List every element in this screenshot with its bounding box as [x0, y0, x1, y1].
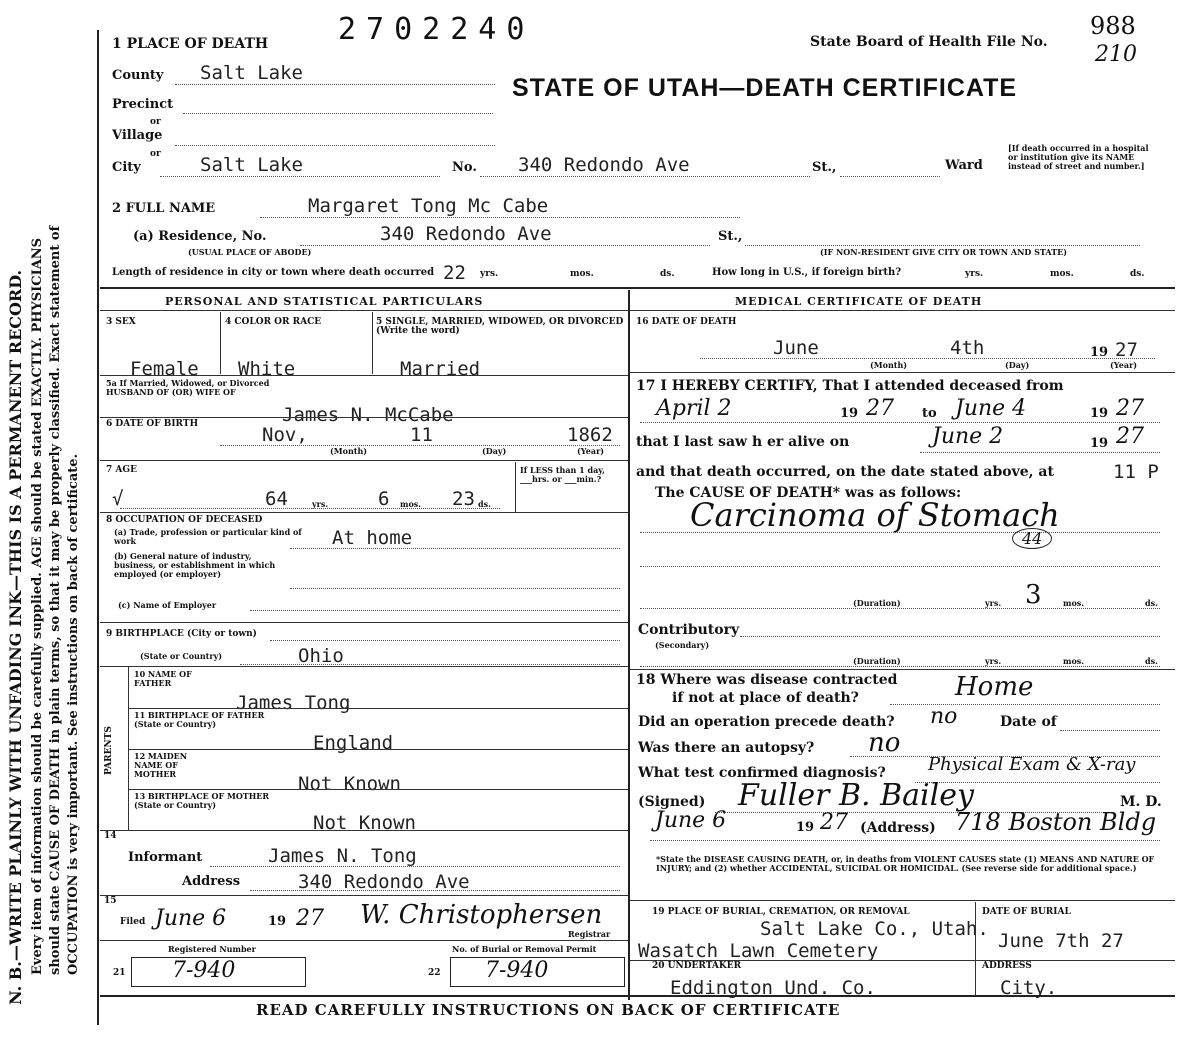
birthplace-label: 9 BIRTHPLACE (City or town) — [106, 629, 257, 639]
row-age-rule — [100, 512, 628, 513]
dob-line — [220, 445, 620, 446]
mother-value: Not Known — [298, 773, 401, 795]
secondary-lbl: (Secondary) — [655, 640, 710, 650]
personal-header-rule — [100, 310, 628, 311]
age-years-value: 64 — [265, 488, 288, 510]
undertaker-address-label: ADDRESS — [982, 961, 1032, 971]
side-note-2: Every item of information should be carefully supplied. AGE should be stated EXACTLY. PHYSICIANS — [30, 237, 45, 975]
occupation-c-label: (c) Name of Employer — [118, 600, 217, 610]
age-line — [120, 508, 500, 509]
full-name-line — [260, 217, 740, 218]
burial-permit-label: No. of Burial or Removal Permit — [452, 944, 597, 954]
burial-date-value: June 7th 27 — [998, 930, 1124, 952]
section-divider — [628, 290, 630, 1000]
residence-st-label: St., — [718, 229, 743, 244]
marital-label: 5 SINGLE, MARRIED, WIDOWED, OR DIVORCED (Write the word) — [376, 317, 624, 336]
burial-permit-value: 7-940 — [485, 958, 549, 983]
physician-signature: Fuller B. Bailey — [738, 778, 974, 813]
place-of-death-label: 1 PLACE OF DEATH — [112, 36, 269, 52]
duration-mos-lbl: mos. — [1063, 598, 1085, 608]
county-line — [175, 84, 495, 85]
autopsy-label: Was there an autopsy? — [638, 740, 815, 756]
informant-address-line — [250, 890, 620, 891]
residence-value: 340 Redondo Ave — [380, 223, 552, 245]
attended-to-year-prefix: 19 — [1090, 406, 1109, 421]
operation-label: Did an operation precede death? — [638, 714, 895, 730]
duration-line — [640, 608, 1160, 609]
sex-value: Female — [130, 358, 199, 380]
death-occurred-label: and that death occurred, on the date stated above, at — [636, 464, 1054, 480]
death-month-lbl: (Month) — [870, 360, 908, 370]
personal-section-header: PERSONAL AND STATISTICAL PARTICULARS — [165, 295, 484, 308]
city-value: Salt Lake — [200, 154, 303, 176]
birthplace-line — [240, 664, 620, 665]
us-ds-label: ds. — [1130, 269, 1145, 279]
undertaker-address-value: City. — [1000, 977, 1058, 999]
operation-value: no — [930, 704, 958, 729]
row-death-date-rule — [630, 372, 1175, 373]
length-years-value: 22 — [443, 262, 466, 284]
birthplace-value: Ohio — [298, 645, 344, 667]
file-number-secondary: 210 — [1095, 42, 1137, 67]
us-mos-label: mos. — [1050, 269, 1074, 279]
registrar-signature: W. Christophersen — [360, 900, 603, 930]
death-year-value: 27 — [1115, 339, 1138, 361]
informant-address-label: Address — [182, 874, 241, 889]
street-line — [840, 176, 940, 177]
operation-date-label: Date of — [1000, 714, 1057, 730]
last-saw-year-prefix: 19 — [1090, 436, 1109, 451]
burial-place-label: 19 PLACE OF BURIAL, CREMATION, OR REMOVAL — [652, 907, 910, 917]
frame-top-rule — [100, 287, 1175, 289]
duration-yrs-lbl: yrs. — [985, 598, 1002, 608]
contributory-mos-lbl: mos. — [1063, 656, 1085, 666]
death-day-lbl: (Day) — [1005, 360, 1030, 370]
where-contracted-value: Home — [955, 672, 1034, 702]
row-sex-rule — [100, 375, 628, 376]
row-father-rule — [128, 708, 628, 709]
row-filed-rule — [100, 940, 628, 941]
cause-line-2 — [640, 566, 1160, 567]
parents-divider — [128, 666, 129, 830]
filed-year-value: 27 — [296, 906, 324, 931]
row-dob-rule — [100, 460, 628, 461]
medical-header-rule — [630, 310, 1175, 311]
color-label: 4 COLOR OR RACE — [225, 317, 322, 327]
contributory-duration-lbl: (Duration) — [853, 656, 901, 666]
death-hour-value: 11 P — [1113, 461, 1159, 483]
occupation-c-line — [250, 610, 620, 611]
informant-address-value: 340 Redondo Ave — [298, 871, 470, 893]
filed-year-prefix: 19 — [268, 914, 287, 929]
sex-divider — [220, 312, 221, 374]
nonresident-note: (IF NON-RESIDENT GIVE CITY OR TOWN AND STATE) — [820, 247, 1068, 257]
cause-of-death-label: The CAUSE OF DEATH* was as follows: — [655, 485, 962, 501]
age-label: 7 AGE — [106, 465, 137, 475]
autopsy-value: no — [868, 728, 901, 758]
residence-sub-label: (USUAL PLACE OF ABODE) — [188, 247, 312, 257]
informant-line — [210, 866, 620, 867]
signed-label: (Signed) — [638, 794, 706, 810]
length-mos-label: mos. — [570, 269, 594, 279]
duration-months-value: 3 — [1025, 580, 1042, 610]
cause-line — [640, 532, 1160, 533]
contributory-label: Contributory — [638, 622, 740, 638]
age-months-value: 6 — [378, 488, 390, 510]
undertaker-value: Eddington Und. Co. — [670, 977, 876, 999]
street-no-value: 340 Redondo Ave — [518, 154, 690, 176]
father-birthplace-value: England — [313, 732, 394, 754]
us-residence-label: How long in U.S., if foreign birth? — [712, 267, 902, 278]
row-informant-rule — [100, 895, 628, 896]
dob-day-lbl: (Day) — [482, 446, 507, 456]
residence-label: (a) Residence, No. — [133, 229, 267, 244]
row-medical-bottom-rule — [630, 900, 1175, 901]
test-value: Physical Exam & X-ray — [928, 754, 1136, 775]
marital-value: Married — [400, 358, 481, 380]
duration-ds-lbl: ds. — [1145, 598, 1158, 608]
operation-date-line — [1060, 730, 1160, 731]
attended-to-year-value: 27 — [1116, 396, 1144, 421]
date-of-death-label: 16 DATE OF DEATH — [636, 317, 737, 327]
county-value: Salt Lake — [200, 62, 303, 84]
row-mother-rule — [128, 789, 628, 790]
burial-place-value-1: Salt Lake Co., Utah. — [760, 918, 989, 940]
contributory-line — [740, 636, 1160, 637]
last-saw-year-value: 27 — [1116, 424, 1144, 449]
occupation-b-line — [290, 588, 620, 589]
last-saw-date-value: June 2 — [932, 424, 1004, 449]
us-yrs-label: yrs. — [965, 269, 984, 279]
footer-instructions: READ CAREFULLY INSTRUCTIONS ON BACK OF CERTIFICATE — [256, 1001, 841, 1019]
occupation-label: 8 OCCUPATION OF DECEASED — [106, 515, 263, 525]
attended-to-value: June 4 — [955, 396, 1027, 421]
last-saw-label: that I last saw h er alive on — [636, 434, 850, 450]
death-year-prefix: 19 — [1090, 345, 1109, 360]
md-label: M. D. — [1120, 794, 1162, 810]
signed-year-prefix: 19 — [796, 820, 815, 835]
attended-from-year-prefix: 19 — [840, 406, 859, 421]
residence-line — [300, 245, 710, 246]
length-residence-label: Length of residence in city or town where death occurred — [112, 267, 435, 278]
age-less-note: If LESS than 1 day, ___hrs. or ___min.? — [520, 465, 605, 484]
contributory-ds-lbl: ds. — [1145, 656, 1158, 666]
age-mos-lbl: mos. — [400, 499, 422, 509]
undertaker-label: 20 UNDERTAKER — [652, 961, 742, 971]
registered-number-label: Registered Number — [168, 944, 256, 954]
dob-month-lbl: (Month) — [330, 446, 368, 456]
color-divider — [372, 312, 373, 374]
certificate-title: STATE OF UTAH—DEATH CERTIFICATE — [512, 74, 1018, 102]
street-label: St., — [812, 160, 837, 175]
contributory-yrs-lbl: yrs. — [985, 656, 1002, 666]
row-birthplace-rule — [100, 666, 628, 667]
burial-date-divider — [975, 902, 976, 995]
village-line — [175, 145, 495, 146]
informant-value: James N. Tong — [268, 845, 417, 867]
registered-number-value: 7-940 — [172, 958, 236, 983]
dob-month-value: Nov, — [262, 424, 308, 446]
length-yrs-label: yrs. — [480, 269, 499, 279]
mother-label: 12 MAIDEN NAME OF MOTHER — [134, 751, 188, 779]
side-note-3: should state CAUSE OF DEATH in plain terms, so that it may be properly classified. Exact statement of — [48, 225, 63, 975]
contributory-duration-line — [640, 666, 1160, 667]
age-ds-lbl: ds. — [478, 499, 491, 509]
city-line — [160, 176, 440, 177]
age-check: √ — [112, 488, 124, 510]
precinct-label: Precinct — [112, 97, 174, 112]
birthplace-city-line — [270, 640, 620, 641]
burial-place-value-2: Wasatch Lawn Cemetery — [638, 940, 879, 962]
spouse-value: James N. McCabe — [282, 404, 454, 426]
registrar-label: Registrar — [568, 929, 611, 939]
or-label-2: or — [150, 149, 161, 159]
ward-note: [If death occurred in a hospital or institution give its NAME instead of street and number.] — [1008, 143, 1149, 171]
death-day-value: 4th — [950, 337, 985, 359]
age-days-value: 23 — [452, 488, 475, 510]
or-label-1: or — [150, 117, 161, 127]
occupation-a-label: (a) Trade, profession or particular kind of work — [114, 527, 302, 546]
full-name-label: 2 FULL NAME — [112, 201, 216, 216]
medical-section-header: MEDICAL CERTIFICATE OF DEATH — [735, 295, 983, 308]
file-number-label: State Board of Health File No. — [810, 34, 1048, 50]
filed-date-value: June 6 — [155, 906, 227, 931]
age-yrs-lbl: yrs. — [312, 499, 329, 509]
county-label: County — [112, 68, 164, 83]
row-occupation-rule — [100, 622, 628, 623]
death-date-line — [700, 358, 1155, 359]
attended-from-value: April 2 — [656, 396, 732, 421]
attended-to-label: to — [922, 406, 937, 421]
attended-from-year-value: 27 — [866, 396, 894, 421]
test-label: What test confirmed diagnosis? — [638, 765, 886, 781]
file-number: 988 — [1090, 12, 1136, 40]
birthplace-state-lbl: (State or Country) — [140, 651, 223, 661]
certificate-stamp-number: 2702240 — [338, 12, 535, 47]
street-no-label: No. — [452, 160, 477, 175]
informant-label: Informant — [128, 850, 203, 865]
side-note-4: OCCUPATION is very important. See instructions on back of certificate. — [66, 453, 81, 975]
parents-label: PARENTS — [104, 726, 114, 775]
death-month-value: June — [773, 337, 819, 359]
where-contracted-label: 18 Where was disease contracted — [636, 672, 898, 688]
residence-city-line — [745, 245, 1140, 246]
ward-label: Ward — [945, 158, 983, 173]
full-name-value: Margaret Tong Mc Cabe — [308, 195, 549, 217]
item-15-label: 15 — [104, 896, 117, 906]
item-22-label: 22 — [428, 968, 441, 978]
occupation-value: At home — [332, 527, 413, 549]
city-label: City — [112, 160, 141, 175]
attended-line — [640, 422, 1160, 423]
physician-address-value: 718 Boston Bldg — [955, 808, 1157, 836]
color-value: White — [238, 358, 296, 380]
cause-of-death-value: Carcinoma of Stomach — [690, 496, 1060, 534]
dob-day-value: 11 — [410, 424, 433, 446]
row-father-bp-rule — [128, 749, 628, 750]
father-label: 10 NAME OF FATHER — [134, 669, 192, 688]
age-less-divider — [515, 462, 516, 512]
village-label: Village — [112, 128, 163, 143]
side-note-1: N. B.—WRITE PLAINLY WITH UNFADING INK—THIS IS A PERMANENT RECORD. — [6, 269, 25, 1005]
dob-label: 6 DATE OF BIRTH — [106, 419, 199, 429]
last-saw-line — [920, 452, 1160, 453]
item-21-label: 21 — [113, 968, 126, 978]
signed-date-value: June 6 — [655, 808, 727, 833]
cause-code-value: 44 — [1012, 528, 1052, 549]
filed-label: Filed — [120, 917, 146, 927]
burial-date-label: DATE OF BURIAL — [982, 907, 1071, 917]
duration-lbl: (Duration) — [853, 598, 901, 608]
occupation-line — [290, 548, 620, 549]
row-cause-rule — [630, 669, 1175, 670]
sex-label: 3 SEX — [106, 317, 136, 327]
left-border — [97, 30, 99, 1025]
spouse-label: 5a If Married, Widowed, or Divorced HUSBAND OF (OR) WIFE OF — [106, 378, 270, 397]
item-14-label: 14 — [104, 831, 117, 841]
certify-label: 17 I HEREBY CERTIFY, That I attended deceased from — [636, 378, 1064, 394]
signed-year-value: 27 — [820, 810, 848, 835]
street-no-line — [480, 176, 810, 177]
father-birthplace-label: 11 BIRTHPLACE OF FATHER (State or Country) — [134, 710, 265, 729]
death-year-lbl: (Year) — [1110, 360, 1138, 370]
physician-address-label: (Address) — [860, 820, 936, 836]
length-ds-label: ds. — [660, 269, 675, 279]
physician-address-line — [650, 840, 1160, 841]
mother-birthplace-label: 13 BIRTHPLACE OF MOTHER (State or Country) — [134, 791, 270, 810]
dob-year-value: 1862 — [567, 424, 613, 446]
cause-instructions-note: *State the DISEASE CAUSING DEATH, or, in deaths from VIOLENT CAUSES state (1) MEANS AND NATURE OF INJURY; and (2) whether ACCIDENTAL, SUICIDAL OR HOMICIDAL. (See reverse side for additional space.) — [656, 854, 1155, 873]
mother-birthplace-value: Not Known — [313, 812, 416, 834]
where-contracted-label-2: if not at place of death? — [672, 690, 859, 706]
occupation-b-label: (b) General nature of industry, business, or establishment in which employed (or employer) — [114, 551, 276, 579]
father-value: James Tong — [236, 692, 351, 714]
dob-year-lbl: (Year) — [577, 446, 605, 456]
row-spouse-rule — [100, 417, 628, 418]
row-mother-bp-rule — [100, 830, 628, 831]
precinct-line — [183, 113, 493, 114]
